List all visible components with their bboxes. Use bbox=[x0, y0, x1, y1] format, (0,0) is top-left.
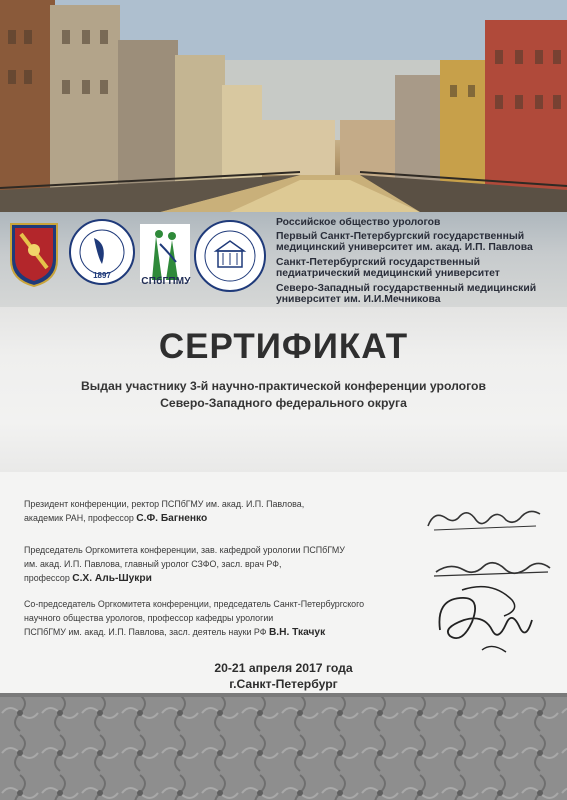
signatory-3-name: В.Н. Ткачук bbox=[268, 627, 326, 638]
signatory-2-name: С.Х. Аль-Шукри bbox=[72, 573, 152, 584]
city-canal-photo bbox=[0, 0, 567, 212]
signatory-2-line-3 bbox=[24, 571, 424, 586]
signature-3 bbox=[432, 580, 542, 660]
spbgpmu-caption: СПбГПМУ bbox=[141, 276, 191, 287]
medicina-ars-nobilissima-logo bbox=[68, 218, 136, 286]
certificate-title: СЕРТИФИКАТ bbox=[158, 327, 409, 366]
organizers-list bbox=[276, 217, 564, 308]
signatory-1-name: С.Ф. Багненко bbox=[136, 513, 208, 524]
signature-1 bbox=[424, 500, 544, 536]
org-urology-society: Российское общество урологов bbox=[276, 217, 441, 228]
decorative-ornament-band bbox=[0, 693, 567, 800]
signatory-1-line-1: Президент конференции, ректор ПСПбГМУ им. акад. И.П. Павлова, bbox=[24, 499, 305, 509]
signatory-3-title: ПСПбГМУ им. акад. И.П. Павлова, засл. деятель науки РФ bbox=[24, 627, 267, 637]
signatory-3-line-3 bbox=[24, 625, 424, 640]
signatory-1-line-2 bbox=[24, 511, 424, 526]
mechnikov-university-logo bbox=[193, 219, 267, 293]
issued-line-2: Северо-Западного федерального округа bbox=[160, 396, 407, 410]
signatory-3-line-1: Со-председатель Оргкомитета конференции, председатель Санкт-Петербургского bbox=[24, 599, 365, 609]
event-city: г.Санкт-Петербург bbox=[229, 677, 338, 691]
logo-2-year: 1897 bbox=[93, 271, 111, 280]
urology-society-logo bbox=[7, 220, 61, 288]
signatory-2 bbox=[24, 543, 424, 586]
org-pavlov-university: Первый Санкт-Петербургский государственный медицинский университет им. акад. И.П. Павлова bbox=[276, 231, 533, 253]
signatory-2-line-2: им. акад. И.П. Павлова, главный уролог СЗФО, засл. врач РФ, bbox=[24, 559, 282, 569]
event-date: 20-21 апреля 2017 года bbox=[214, 661, 353, 675]
issued-line-1: Выдан участнику 3-й научно-практической конференции урологов bbox=[81, 379, 486, 393]
org-mechnikov-university: Северо-Западный государственный медицинский университет им. И.И.Мечникова bbox=[276, 283, 537, 305]
issued-text bbox=[40, 378, 527, 412]
signatory-1 bbox=[24, 497, 424, 526]
signatory-2-title: профессор bbox=[24, 573, 70, 583]
signatory-3-line-2: научного общества урологов, профессор кафедры урологии bbox=[24, 613, 274, 623]
signatory-1-title: академик РАН, профессор bbox=[24, 513, 134, 523]
signatory-2-line-1: Председатель Оргкомитета конференции, зав. кафедрой урологии ПСПбГМУ bbox=[24, 545, 345, 555]
signatory-3 bbox=[24, 597, 424, 640]
org-pediatric-university: Санкт-Петербургский государственный педиатрический медицинский университет bbox=[276, 257, 500, 279]
